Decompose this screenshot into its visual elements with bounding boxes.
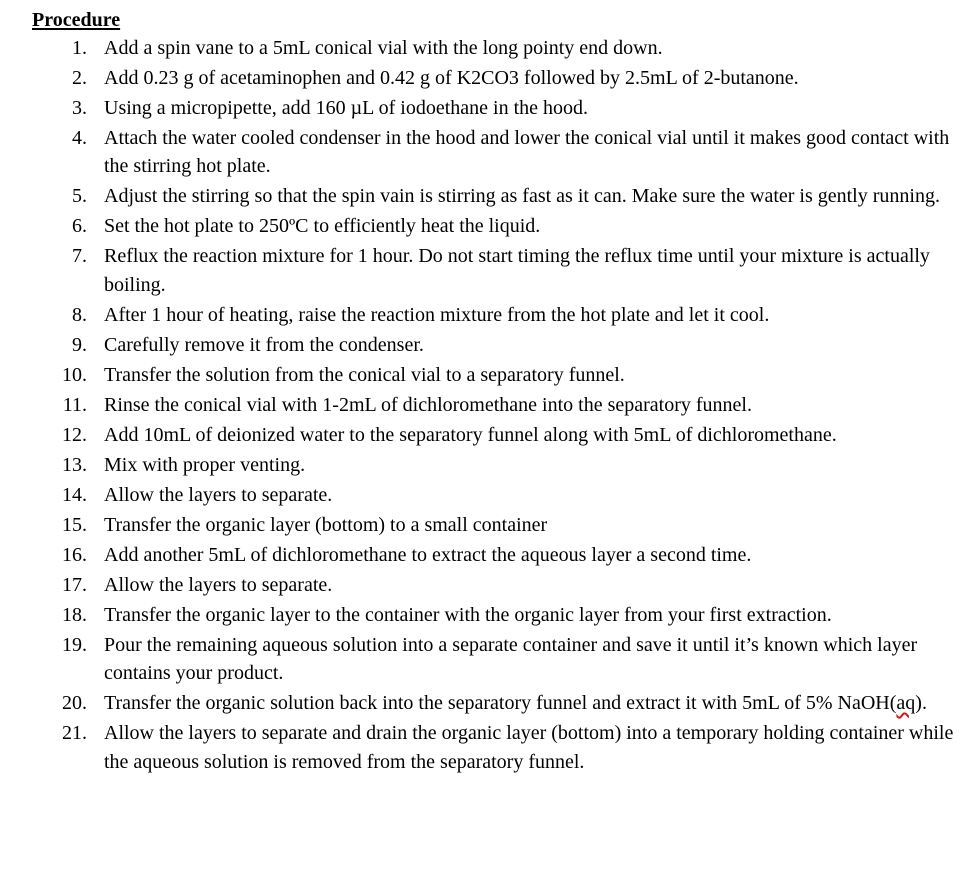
step-number: 3. (72, 97, 87, 119)
step-text: Allow the layers to separate. (104, 573, 333, 596)
step-text: Set the hot plate to 250ºC to efficiently heat the liquid. (104, 215, 541, 238)
step-number: 2. (72, 67, 87, 89)
procedure-step (0, 571, 978, 599)
step-number: 8. (72, 303, 87, 326)
step-text: Add 0.23 g of acetaminophen and 0.42 g of K2CO3 followed by 2.5mL of 2-butanone. (104, 67, 799, 89)
step-text: Reflux the reaction mixture for 1 hour. Do not start timing the reflux time until your mixture is actually boiling. (104, 245, 930, 296)
step-text: Add another 5mL of dichloromethane to extract the aqueous layer a second time. (104, 543, 752, 566)
step-number: 19. (62, 633, 87, 656)
step-text: Using a micropipette, add 160 µL of iodoethane in the hood. (104, 97, 589, 119)
procedure-step (0, 631, 978, 688)
step-number: 17. (62, 573, 87, 596)
step-text: Add 10mL of deionized water to the separatory funnel along with 5mL of dichloromethane. (104, 423, 837, 446)
procedure-step (0, 242, 978, 299)
step-number: 4. (72, 127, 87, 149)
step-text: Pour the remaining aqueous solution into a separate container and save it until it’s known which layer contains your product. (104, 633, 918, 685)
procedure-step (0, 301, 978, 329)
procedure-step (0, 391, 978, 419)
procedure-step (0, 182, 978, 210)
step-text: Rinse the conical vial with 1-2mL of dichloromethane into the separatory funnel. (104, 393, 752, 416)
step-number: 7. (72, 245, 87, 268)
step-number: 10. (62, 363, 87, 386)
step-number: 20. (62, 692, 87, 715)
procedure-heading: Procedure (32, 9, 121, 31)
procedure-step (0, 511, 978, 539)
step-text (104, 689, 954, 717)
step-text-part: ). (915, 692, 927, 715)
step-text: Mix with proper venting. (104, 453, 306, 476)
step-text: Allow the layers to separate. (104, 483, 333, 506)
procedure-list (0, 34, 978, 778)
procedure-step (0, 34, 978, 62)
step-number: 9. (72, 333, 87, 356)
step-text: Add a spin vane to a 5mL conical vial with the long pointy end down. (104, 37, 663, 59)
spellcheck-flagged-word: aq (896, 692, 916, 715)
step-number: 5. (72, 185, 87, 208)
step-number: 14. (62, 483, 87, 506)
step-text: Transfer the organic layer to the container with the organic layer from your first extraction. (104, 603, 832, 626)
procedure-step (0, 421, 978, 449)
step-text: Carefully remove it from the condenser. (104, 333, 424, 356)
procedure-step (0, 212, 978, 240)
step-number: 1. (72, 37, 87, 59)
step-number: 18. (62, 603, 87, 626)
step-text: After 1 hour of heating, raise the reaction mixture from the hot plate and let it cool. (104, 303, 770, 326)
step-number: 11. (62, 393, 87, 416)
procedure-step (0, 601, 978, 629)
procedure-step (0, 719, 978, 776)
procedure-step (0, 94, 978, 122)
step-number: 12. (62, 423, 87, 446)
procedure-step (0, 331, 978, 359)
procedure-step (0, 689, 978, 717)
procedure-step (0, 361, 978, 389)
step-number: 16. (62, 543, 87, 566)
procedure-step (0, 124, 978, 181)
step-text: Transfer the organic layer (bottom) to a small container (104, 513, 548, 536)
step-text: Allow the layers to separate and drain the organic layer (bottom) into a temporary holding container while the aqueous solution is removed from the separatory funnel. (104, 722, 954, 773)
procedure-step (0, 451, 978, 479)
step-number: 6. (72, 215, 87, 238)
step-number: 15. (62, 513, 87, 536)
step-number: 13. (62, 453, 87, 476)
step-text: Attach the water cooled condenser in the hood and lower the conical vial until it makes good contact with the stirring hot plate. (104, 127, 950, 178)
step-text: Transfer the solution from the conical vial to a separatory funnel. (104, 363, 625, 386)
procedure-step (0, 481, 978, 509)
step-number: 21. (62, 722, 87, 745)
procedure-step (0, 64, 978, 92)
procedure-step (0, 541, 978, 569)
step-text: Adjust the stirring so that the spin vain is stirring as fast as it can. Make sure the water is gently running. (104, 185, 940, 208)
step-text-part: Transfer the organic solution back into the separatory funnel and extract it with 5mL of 5% NaOH( (104, 692, 897, 715)
